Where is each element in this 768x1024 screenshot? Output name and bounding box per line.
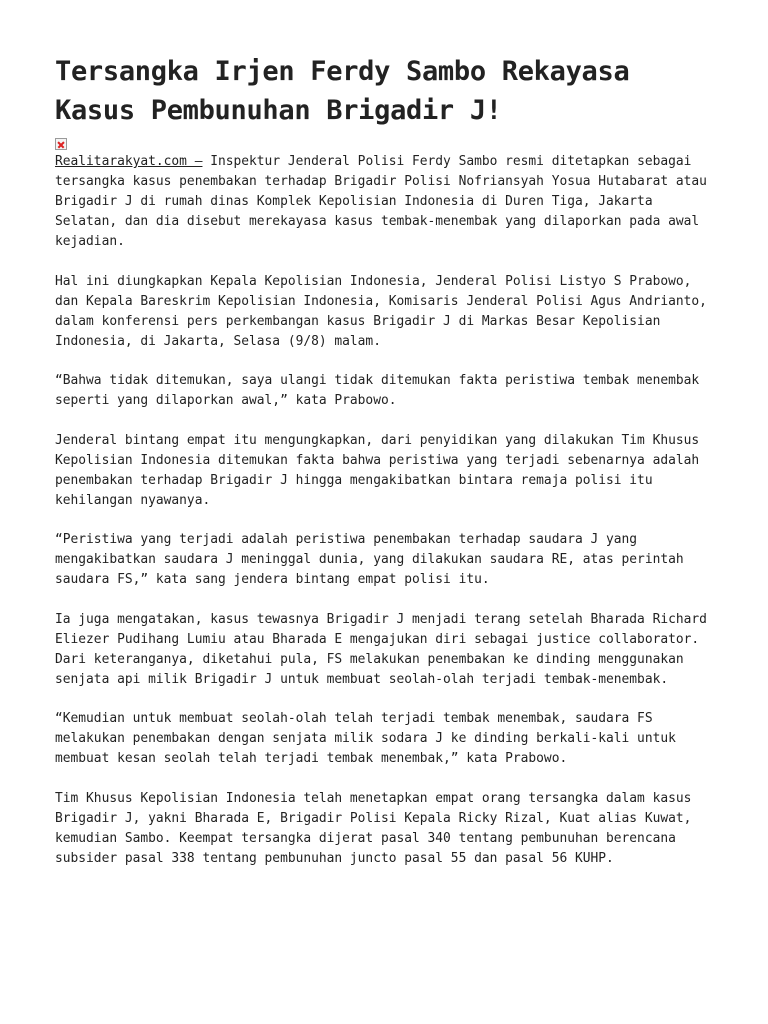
paragraph-7: Tim Khusus Kepolisian Indonesia telah menetapkan empat orang tersangka dalam kasus Brigadir J, yakni Bharada E, Brigadir Polisi Kepala Ricky Rizal, Kuat alias Kuwat, kemudian Sambo. Keempat tersangka dijerat pasal 340 tentang pembunuhan berencana subsider pasal 338 tentang pembunuhan juncto pasal 55 dan pasal 56 KUHP. (55, 790, 692, 866)
lead-text: Inspektur Jenderal Polisi Ferdy Sambo resmi ditetapkan sebagai tersangka kasus penembakan terhadap Brigadir Polisi Nofriansyah Yosua Hutabarat atau Brigadir J di rumah dinas Komplek Kepolisian Indonesia di Duren Tiga, Jakarta Selatan, dan dia disebut merekayasa kasus tembak-menembak yang dilaporkan pada awal kejadian. (55, 154, 707, 249)
article-title: Tersangka Irjen Ferdy Sambo Rekayasa Kasus Pembunuhan Brigadir J! (55, 56, 630, 126)
paragraph-2: “Bahwa tidak ditemukan, saya ulangi tidak ditemukan fakta peristiwa tembak menembak seperti yang dilaporkan awal,” kata Prabowo. (55, 373, 700, 408)
source-link[interactable]: Realitarakyat.com – (55, 154, 203, 169)
article (55, 52, 715, 888)
broken-image-icon (55, 138, 67, 150)
paragraph-1: Hal ini diungkapkan Kepala Kepolisian Indonesia, Jenderal Polisi Listyo S Prabowo, dan Kepala Bareskrim Kepolisian Indonesia, Komisaris Jenderal Polisi Agus Andrianto, dalam konferensi pers perkembangan kasus Brigadir J di Markas Besar Kepolisian Indonesia, di Jakarta, Selasa (9/8) malam. (55, 273, 707, 349)
paragraph-5: Ia juga mengatakan, kasus tewasnya Brigadir J menjadi terang setelah Bharada Richard Eliezer Pudihang Lumiu atau Bharada E mengajukan diri sebagai justice collaborator. Dari keteranganya, diketahui pula, FS melakukan penembakan ke dinding menggunakan senjata api milik Brigadir J untuk membuat seolah-olah terjadi tembak-menembak. (55, 611, 707, 687)
lead-paragraph (55, 152, 715, 252)
paragraph-6: “Kemudian untuk membuat seolah-olah telah terjadi tembak menembak, saudara FS melakukan penembakan dengan senjata milik sodara J ke dinding berkali-kali untuk membuat kesan seolah telah terjadi tembak menembak,” kata Prabowo. (55, 711, 676, 766)
paragraph-4: “Peristiwa yang terjadi adalah peristiwa penembakan terhadap saudara J yang mengakibatkan saudara J meninggal dunia, yang dilakukan saudara RE, atas perintah saudara FS,” kata sang jendera bintang empat polisi itu. (55, 532, 684, 587)
paragraph-3: Jenderal bintang empat itu mengungkapkan, dari penyidikan yang dilakukan Tim Khusus Kepolisian Indonesia ditemukan fakta bahwa peristiwa yang terjadi sebenarnya adalah penembakan terhadap Brigadir J hingga mengakibatkan bintara remaja polisi itu kehilangan nyawanya. (55, 432, 700, 508)
